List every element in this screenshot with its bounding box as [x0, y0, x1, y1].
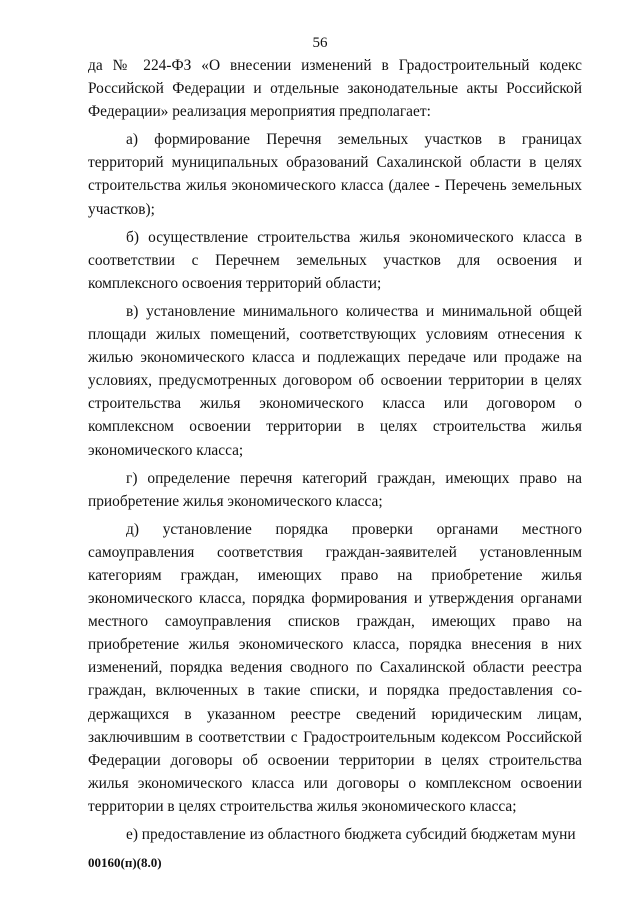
paragraph-item-v: в) установление минимального количества и минимальной общей площади жилых помещений, соответствующих условиям отнесения к жилью экономического класса и подлежащих передаче или продаже на условиях, предусмотренных договором об освоении территории в целях строительства жилья экономического класса или договором о комплексном освоении территории в целях строительства жилья экономического класса; — [88, 302, 582, 459]
page-number: 56 — [312, 35, 328, 51]
paragraph-item-g: г) определение перечня категорий граждан, имеющих право на приобретение жилья экономического класса; — [88, 469, 582, 510]
paragraph-item-b: б) осуществление строительства жилья экономического класса в соответствии с Перечнем земельных участков для освоения и комплексного освоения территорий области; — [88, 228, 582, 292]
document-code: 00160(п)(8.0) — [88, 855, 162, 870]
paragraph-item-e: е) предоставление из областного бюджета субсидий бюджетам муни — [126, 826, 576, 843]
paragraph-item-d: д) установление порядка проверки органами местного самоуправления соответствия граждан-заявителей установленным категориям граждан, имеющих право на приобретение жилья экономического класса, порядка формирования и утверждения органами местного самоуправления списков граждан, имеющих право на приобретение жилья экономического класса, порядка внесения в них изменений, порядка ведения сводного по Сахалинской области реестра граждан, включенных в такие списки, и порядка предоставления содержащихся в указанном реестре сведений юридическим лицам, заключившим в соответствии с Градостроительным кодексом Российской Федерации договоры об освоении территории в целях строительства жилья экономического класса или договоры о комплексном освоении территории в целях строительства жилья экономического класса; — [88, 520, 582, 815]
document-body — [88, 54, 582, 851]
paragraph-continuation: да № 224-ФЗ «О внесении изменений в Градостроительный кодекс Российской Федерации и отдельные законодательные акты Российской Федерации» реализация мероприятия предполагает: — [88, 57, 582, 121]
paragraph-item-a: а) формирование Перечня земельных участков в границах территорий муниципальных образований Сахалинской области в целях строительства жилья экономического класса (далее - Перечень земельных участков); — [88, 131, 582, 218]
